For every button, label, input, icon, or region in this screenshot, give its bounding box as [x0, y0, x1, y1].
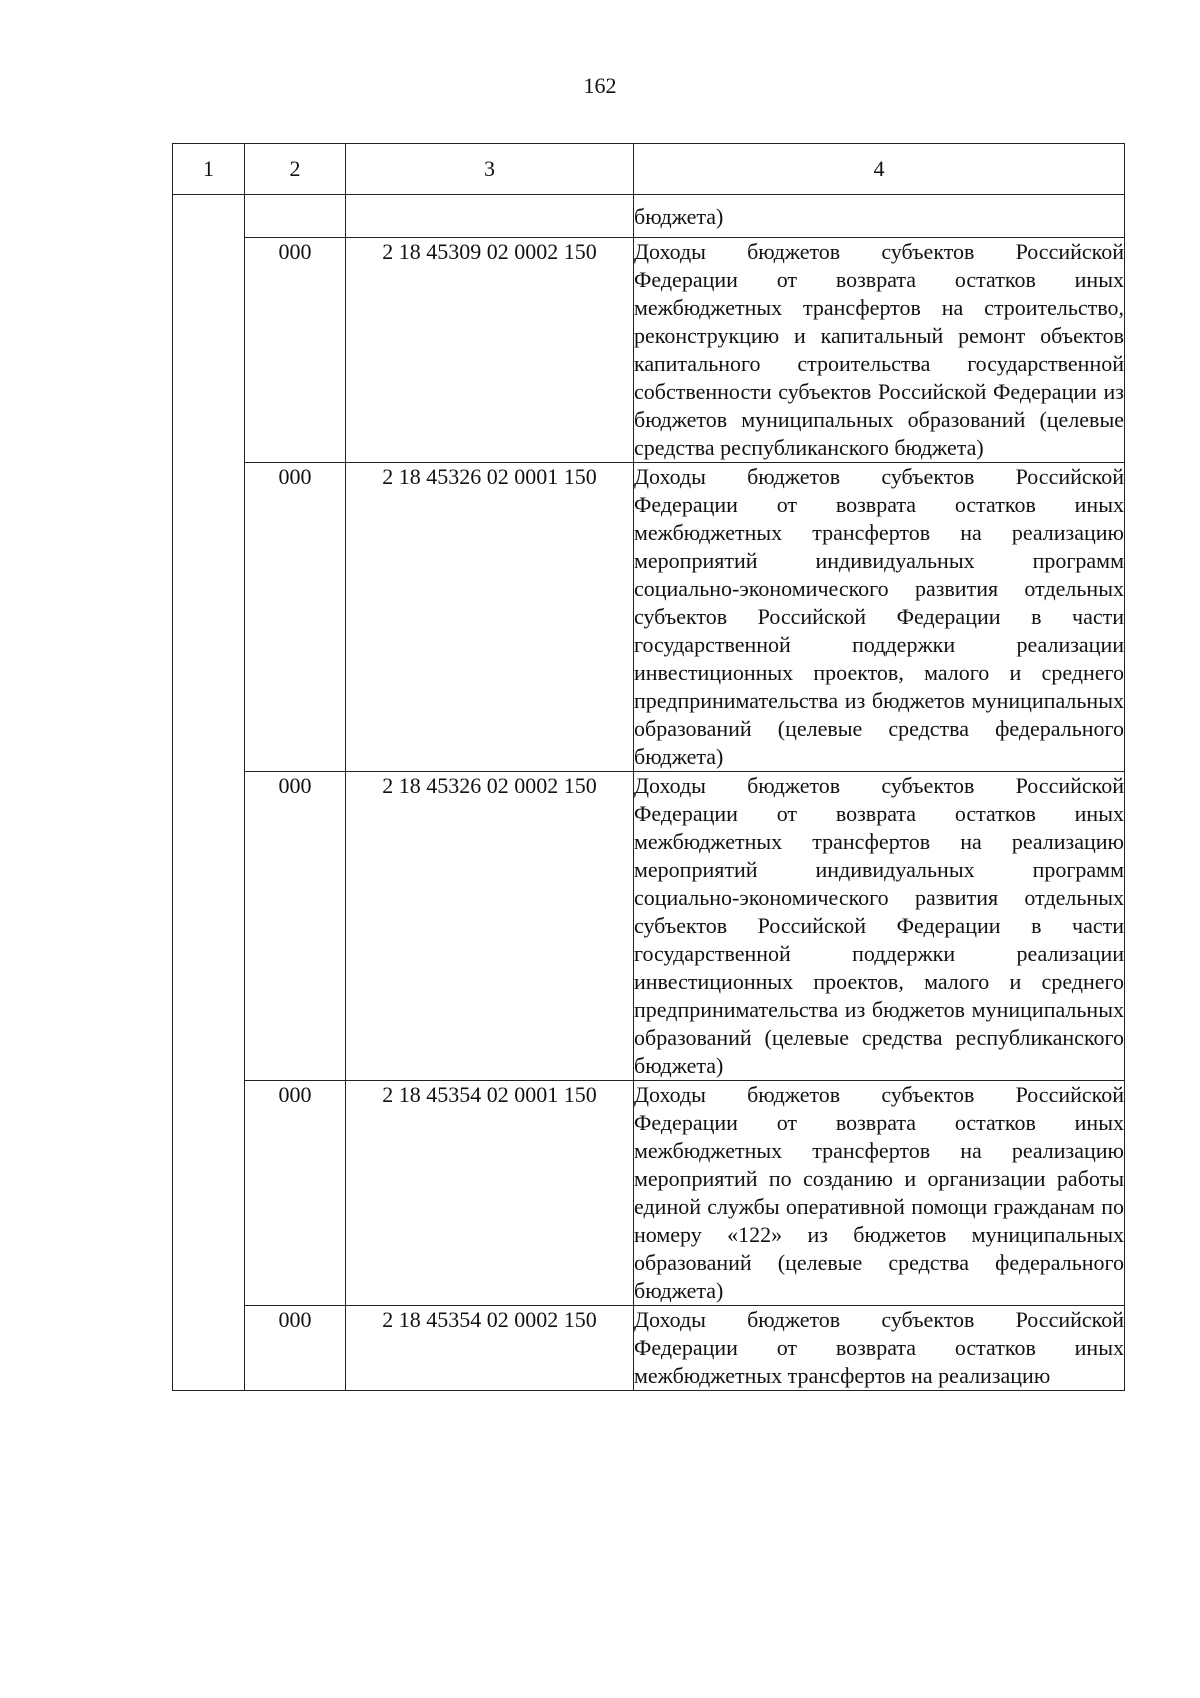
description-cell: Доходы бюджетов субъектов Российской Федерации от возврата остатков иных межбюджетных трансфертов на реализацию мероприятий индивидуальных программ социально-экономического развития отдельных субъектов Российской Федерации в части государственной поддержки реализации инвестиционных проектов, малого и среднего предпринимательства из бюджетов муниципальных образований (целевые средства республиканского бюджета) — [634, 772, 1125, 1081]
admin-code-cell — [245, 195, 346, 238]
admin-code-cell: 000 — [245, 463, 346, 772]
column-header-2: 2 — [245, 144, 346, 195]
table-row — [173, 195, 1125, 238]
table-header-row — [173, 144, 1125, 195]
admin-code-cell: 000 — [245, 772, 346, 1081]
column-header-3: 3 — [346, 144, 634, 195]
budget-revenue-table — [172, 143, 1125, 1391]
table-row — [173, 1081, 1125, 1306]
column-1-cell — [173, 195, 245, 1391]
description-cell: бюджета) — [634, 195, 1125, 238]
table-row — [173, 463, 1125, 772]
kbk-code-cell: 2 18 45354 02 0001 150 — [346, 1081, 634, 1306]
kbk-code-cell: 2 18 45354 02 0002 150 — [346, 1306, 634, 1391]
page-number: 162 — [583, 73, 617, 98]
kbk-code-cell — [346, 195, 634, 238]
table-row — [173, 772, 1125, 1081]
admin-code-cell: 000 — [245, 238, 346, 463]
kbk-code-cell: 2 18 45309 02 0002 150 — [346, 238, 634, 463]
description-cell: Доходы бюджетов субъектов Российской Федерации от возврата остатков иных межбюджетных трансфертов на реализацию мероприятий индивидуальных программ социально-экономического развития отдельных субъектов Российской Федерации в части государственной поддержки реализации инвестиционных проектов, малого и среднего предпринимательства из бюджетов муниципальных образований (целевые средства федерального бюджета) — [634, 463, 1125, 772]
description-cell: Доходы бюджетов субъектов Российской Федерации от возврата остатков иных межбюджетных трансфертов на реализацию — [634, 1306, 1125, 1391]
table-row — [173, 1306, 1125, 1391]
column-header-4: 4 — [634, 144, 1125, 195]
description-cell: Доходы бюджетов субъектов Российской Федерации от возврата остатков иных межбюджетных трансфертов на реализацию мероприятий по созданию и организации работы единой службы оперативной помощи гражданам по номеру «122» из бюджетов муниципальных образований (целевые средства федерального бюджета) — [634, 1081, 1125, 1306]
description-cell: Доходы бюджетов субъектов Российской Федерации от возврата остатков иных межбюджетных трансфертов на строительство, реконструкцию и капитальный ремонт объектов капитального строительства государственной собственности субъектов Российской Федерации из бюджетов муниципальных образований (целевые средства республиканского бюджета) — [634, 238, 1125, 463]
column-header-1: 1 — [173, 144, 245, 195]
kbk-code-cell: 2 18 45326 02 0001 150 — [346, 463, 634, 772]
kbk-code-cell: 2 18 45326 02 0002 150 — [346, 772, 634, 1081]
admin-code-cell: 000 — [245, 1306, 346, 1391]
admin-code-cell: 000 — [245, 1081, 346, 1306]
table-row — [173, 238, 1125, 463]
